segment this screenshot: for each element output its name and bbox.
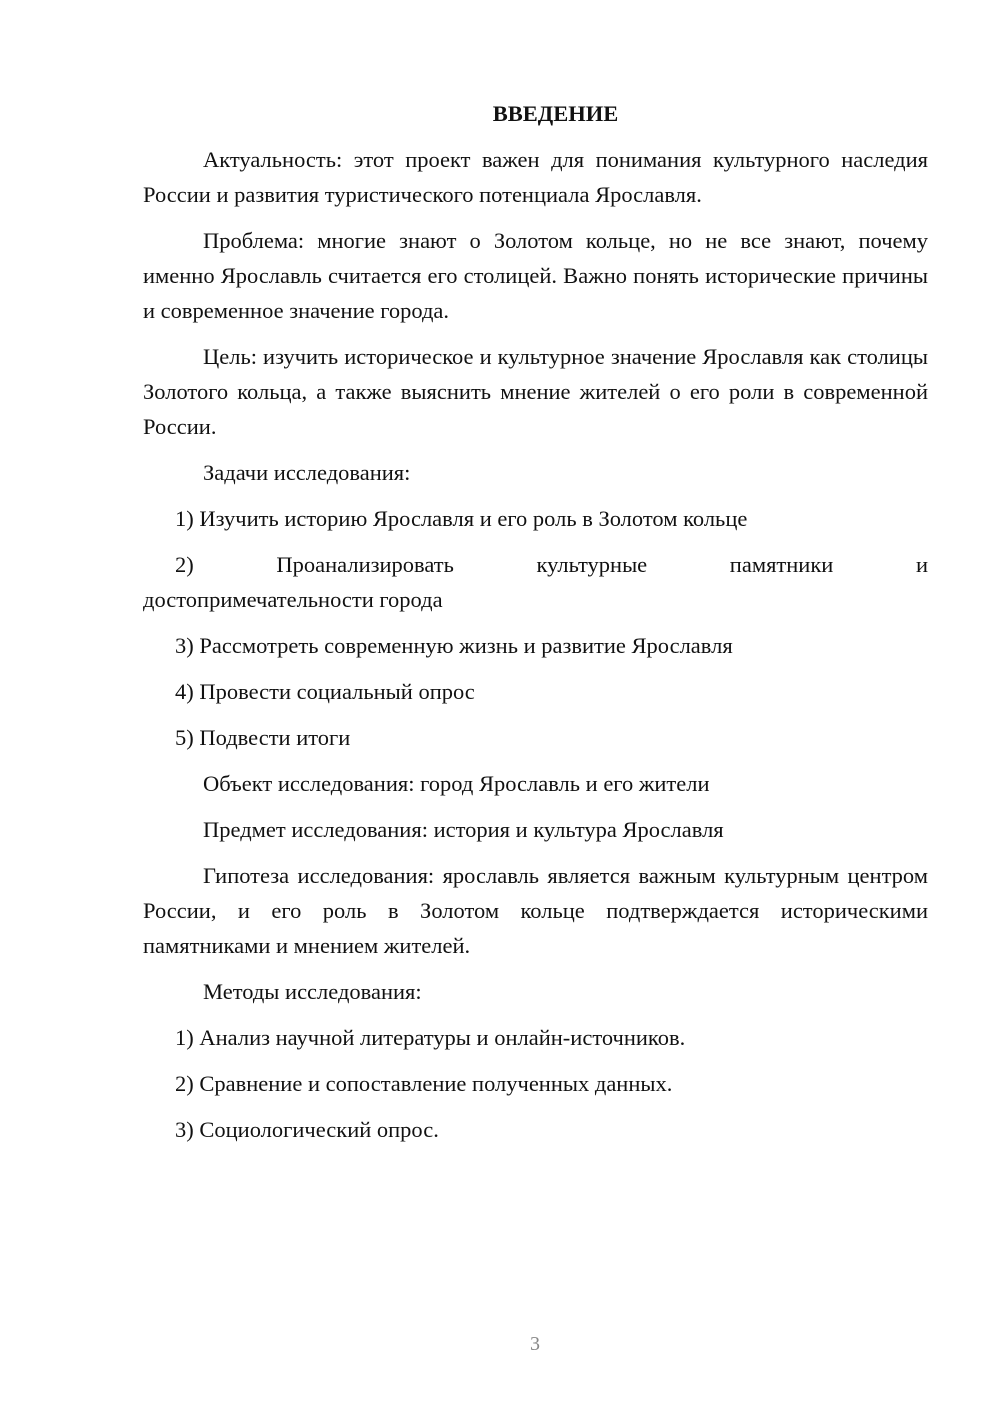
task-item-2-word: 2) bbox=[175, 552, 194, 577]
document-body bbox=[143, 96, 928, 1158]
task-item-4: 4) Провести социальный опрос bbox=[175, 679, 475, 704]
hypothesis-paragraph: Гипотеза исследования: ярославль является важным культурным центром России, и его роль в Золотом кольце подтверждается историческими памятниками и мнением жителей. bbox=[143, 863, 928, 958]
subject-paragraph: Предмет исследования: история и культура Ярославля bbox=[203, 817, 724, 842]
task-item-2-word: памятники bbox=[729, 552, 834, 577]
task-item-5: 5) Подвести итоги bbox=[175, 725, 351, 750]
methods-title: Методы исследования: bbox=[203, 979, 422, 1004]
task-item-2-word: Проанализировать bbox=[276, 552, 454, 577]
task-item-1: 1) Изучить историю Ярославля и его роль в Золотом кольце bbox=[175, 506, 748, 531]
goal-paragraph: Цель: изучить историческое и культурное значение Ярославля как столицы Золотого кольца, а также выяснить мнение жителей о его роли в современной России. bbox=[143, 344, 928, 439]
section-heading: ВВЕДЕНИЕ bbox=[492, 101, 619, 126]
task-item-2-line-2: достопримечательности города bbox=[143, 587, 443, 612]
tasks-title: Задачи исследования: bbox=[203, 460, 411, 485]
method-item-1: 1) Анализ научной литературы и онлайн-источников. bbox=[175, 1025, 686, 1050]
task-item-2 bbox=[143, 547, 928, 617]
relevance-paragraph: Актуальность: этот проект важен для понимания культурного наследия России и развития туристического потенциала Ярославля. bbox=[143, 147, 928, 207]
task-item-2-line-1 bbox=[143, 547, 928, 582]
problem-paragraph: Проблема: многие знают о Золотом кольце, но не все знают, почему именно Ярославль считается его столицей. Важно понять исторические причины и современное значение города. bbox=[143, 228, 928, 323]
method-item-3: 3) Социологический опрос. bbox=[175, 1117, 439, 1142]
task-item-2-word: и bbox=[915, 552, 928, 577]
task-item-3: 3) Рассмотреть современную жизнь и развитие Ярославля bbox=[175, 633, 733, 658]
page-number: 3 bbox=[530, 1333, 540, 1355]
task-item-2-word: культурные bbox=[536, 552, 648, 577]
method-item-2: 2) Сравнение и сопоставление полученных данных. bbox=[175, 1071, 673, 1096]
object-paragraph: Объект исследования: город Ярославль и его жители bbox=[203, 771, 710, 796]
